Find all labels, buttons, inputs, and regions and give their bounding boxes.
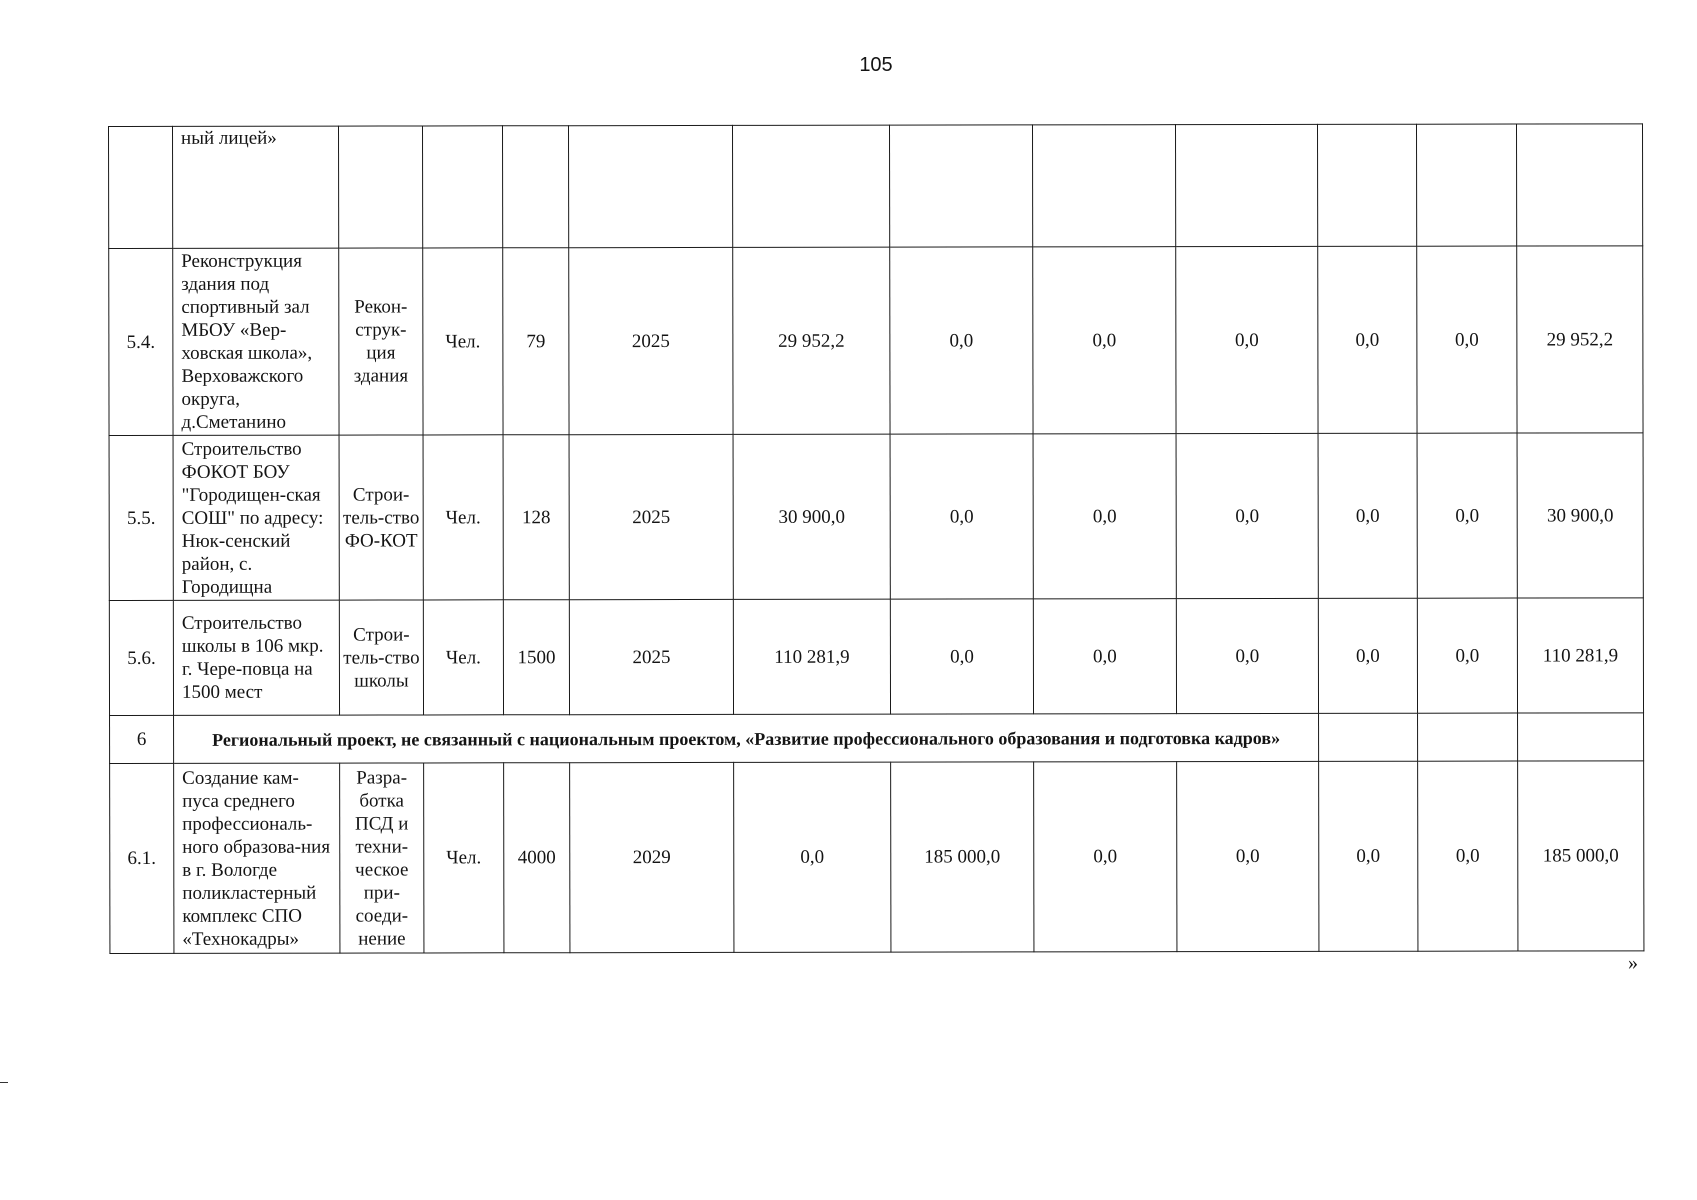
page-number: 105 — [859, 54, 893, 76]
table-row-6-1 — [110, 761, 1644, 954]
cell-total: 29 952,2 — [1517, 246, 1643, 433]
cell-value: 0,0 — [1033, 434, 1176, 599]
cell-value: 110 281,9 — [733, 599, 890, 714]
cell-value — [1317, 124, 1416, 246]
cell-value: 0,0 — [1417, 433, 1517, 598]
cell-value: 0,0 — [890, 434, 1033, 599]
cell-value — [1032, 125, 1175, 247]
cell-value — [1416, 124, 1516, 246]
cell-name: Строительство школы в 106 мкр. г. Чере-повца на 1500 мест — [173, 600, 339, 715]
cell-value: 185 000,0 — [891, 762, 1034, 952]
cell-num: 5.5. — [109, 435, 173, 600]
cell-value — [1175, 124, 1317, 246]
cell-name: Реконструкция здания под спортивный зал МБОУ «Вер-ховская школа», Верховажского округа, д.Сметанино — [173, 248, 339, 435]
cell-name: ный лицей» — [173, 126, 339, 248]
cell-num: 5.4. — [109, 248, 173, 435]
cell-value: 0,0 — [1319, 761, 1418, 951]
cell-unit: Чел. — [424, 763, 504, 953]
cell-kind: Разра-ботка ПСД и техни-ческое при-соеди-нение — [340, 763, 424, 953]
cell-value: 0,0 — [1318, 246, 1417, 433]
table-row-5-5 — [109, 433, 1643, 601]
cell-kind — [339, 126, 423, 248]
cell-kind: Рекон-струк-ция здания — [339, 248, 423, 435]
cell-value — [1319, 713, 1418, 761]
cell-value: 30 900,0 — [733, 434, 890, 599]
cell-value: 29 952,2 — [733, 247, 890, 434]
cell-name: Создание кам-пуса среднего профессиональ-ного образова-ния в г. Вологде поликластерный комплекс СПО «Технокадры» — [174, 763, 340, 953]
cell-value: 0,0 — [1417, 598, 1517, 713]
cell-unit: Чел. — [423, 600, 503, 715]
cell-unit — [423, 126, 503, 248]
cell-value: 0,0 — [1177, 761, 1319, 951]
cell-year: 2029 — [570, 762, 734, 952]
cell-total: 30 900,0 — [1517, 433, 1643, 598]
cell-total — [1518, 713, 1644, 761]
cell-capacity: 4000 — [504, 763, 570, 953]
cell-year: 2025 — [569, 247, 733, 434]
cell-value: 0,0 — [1033, 599, 1176, 714]
table-row-section-6 — [110, 713, 1644, 764]
cell-num: 6.1. — [110, 763, 174, 953]
cell-num: 5.6. — [109, 600, 173, 715]
cell-capacity: 79 — [503, 248, 569, 435]
table-row-5-4 — [109, 246, 1643, 436]
cell-capacity: 1500 — [503, 600, 569, 715]
table-row-5-6 — [109, 598, 1643, 716]
cell-value — [889, 125, 1032, 247]
cell-value: 0,0 — [734, 762, 891, 952]
cell-kind: Строи-тель-ство ФО-КОТ — [339, 435, 423, 600]
cell-value: 0,0 — [1176, 433, 1318, 598]
cell-value: 0,0 — [1176, 246, 1318, 433]
cell-value: 0,0 — [1033, 247, 1176, 434]
cell-value: 0,0 — [1318, 433, 1417, 598]
cell-value: 0,0 — [890, 247, 1033, 434]
scan-edge-mark — [0, 1082, 8, 1083]
cell-total — [1516, 124, 1642, 246]
cell-unit: Чел. — [423, 248, 503, 435]
cell-value: 0,0 — [1417, 246, 1517, 433]
section-heading: Региональный проект, не связанный с национальным проектом, «Развитие профессионального образования и подготовка кадров» — [174, 713, 1319, 763]
objects-table — [108, 123, 1644, 954]
cell-num — [109, 126, 173, 248]
cell-value — [1418, 713, 1518, 761]
cell-value: 0,0 — [1034, 762, 1177, 952]
cell-value: 0,0 — [1318, 598, 1417, 713]
cell-name: Строительство ФОКОТ БОУ "Городищен-ская СОШ" по адресу: Нюк-сенский район, с. Городищна — [173, 435, 339, 600]
closing-quote: » — [1628, 952, 1638, 974]
cell-value: 0,0 — [1418, 761, 1518, 951]
cell-kind: Строи-тель-ство школы — [339, 600, 423, 715]
cell-capacity: 128 — [503, 435, 569, 600]
cell-total: 110 281,9 — [1517, 598, 1643, 713]
cell-total: 185 000,0 — [1518, 761, 1644, 951]
table-row-continuation — [109, 124, 1643, 249]
cell-unit: Чел. — [423, 435, 503, 600]
cell-value: 0,0 — [1176, 598, 1318, 713]
cell-capacity — [503, 126, 569, 248]
cell-value: 0,0 — [890, 599, 1033, 714]
cell-value — [732, 125, 889, 247]
cell-year: 2025 — [569, 434, 733, 599]
cell-year: 2025 — [569, 599, 733, 714]
cell-year — [569, 125, 733, 247]
cell-num: 6 — [110, 715, 174, 763]
